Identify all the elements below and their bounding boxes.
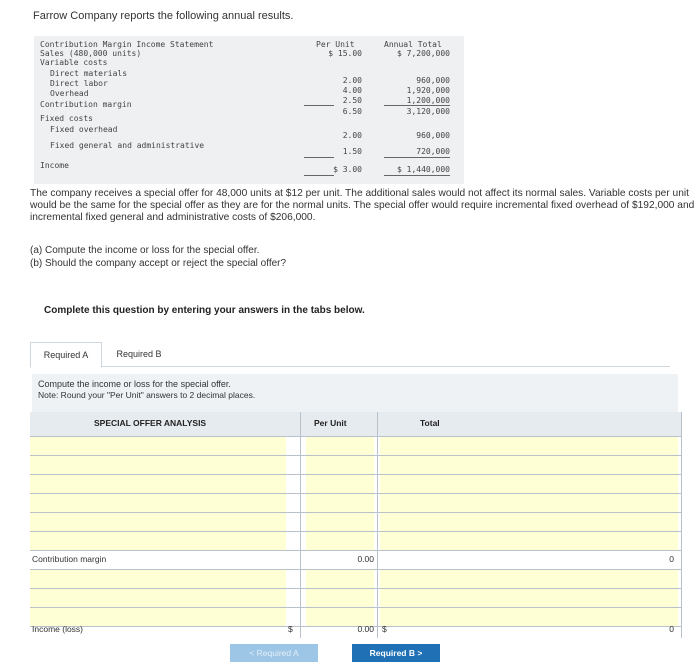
row-label: Income (40, 161, 69, 170)
line-item-input[interactable] (30, 495, 286, 513)
special-offer-table (30, 412, 682, 638)
total-input[interactable] (380, 476, 678, 494)
per-unit-input[interactable] (306, 590, 374, 608)
row-unit: 2.00 (342, 76, 362, 85)
tab-bar (30, 334, 670, 367)
row-label: Contribution margin (40, 100, 132, 109)
row-label: Fixed general and administrative (50, 141, 205, 150)
row-total: 960,000 (416, 131, 450, 140)
income-total: 0 (669, 624, 674, 634)
row-unit: 1.50 (342, 147, 362, 156)
row-label: Direct materials (50, 69, 128, 78)
row-unit: 6.50 (342, 107, 362, 116)
table-row (30, 589, 682, 608)
row-total: $ 1,440,000 (397, 165, 450, 174)
subtotal-rule (384, 157, 450, 158)
question-b: (b) Should the company accept or reject the special offer? (30, 258, 287, 269)
header-total: Total (420, 418, 440, 428)
prev-label: Required A (256, 648, 299, 658)
column-divider (681, 412, 682, 638)
next-label: Required B (369, 648, 415, 658)
per-unit-input[interactable] (306, 514, 374, 532)
total-input[interactable] (380, 571, 678, 589)
income-dollar-sign: $ (288, 624, 293, 634)
row-total: 960,000 (416, 76, 450, 85)
row-label: Overhead (50, 89, 89, 98)
income-label: Income (loss) (32, 624, 84, 634)
header-per-unit: Per Unit (314, 418, 347, 428)
line-item-input[interactable] (30, 571, 286, 589)
row-label: Fixed costs (40, 114, 93, 123)
income-per-unit: 0.00 (357, 624, 374, 634)
total-input[interactable] (380, 457, 678, 475)
per-unit-input[interactable] (306, 533, 374, 551)
row-total: 3,120,000 (406, 107, 450, 116)
row-label: Fixed overhead (50, 125, 118, 134)
per-unit-input[interactable] (306, 476, 374, 494)
column-divider (377, 412, 378, 638)
total-input[interactable] (380, 590, 678, 608)
table-row (30, 494, 682, 513)
line-item-input[interactable] (30, 533, 286, 551)
col-per-unit: Per Unit (316, 40, 355, 49)
line-item-input[interactable] (30, 457, 286, 475)
table-row (30, 437, 682, 456)
line-item-input[interactable] (30, 514, 286, 532)
table-header (30, 412, 682, 437)
table-row (30, 456, 682, 475)
contribution-margin-label: Contribution margin (32, 554, 107, 564)
problem-paragraph: The company receives a special offer for 48,000 units at $12 per unit. The additional sales would not affect its normal sales. Variable costs per unit would be the same for the special offer as they are for the normal units. The special offer would require incremental fixed overhead of $192,000 and incremental fixed general and administrative costs of $206,000. (30, 188, 695, 223)
next-required-b-button[interactable]: Required B > (352, 644, 440, 662)
total-input[interactable] (380, 438, 678, 456)
table-row (30, 513, 682, 532)
column-divider (300, 412, 301, 638)
compute-text: Compute the income or loss for the special offer. (38, 379, 231, 389)
col-annual-total: Annual Total (384, 40, 442, 49)
problem-intro: Farrow Company reports the following annual results. (33, 10, 294, 22)
tab-required-a[interactable]: Required A (30, 342, 102, 368)
row-total: 1,920,000 (406, 86, 450, 95)
total-input[interactable] (380, 533, 678, 551)
instruction-box (32, 374, 678, 414)
contribution-margin-row (30, 551, 682, 570)
row-label: Direct labor (50, 79, 108, 88)
per-unit-input[interactable] (306, 438, 374, 456)
table-row (30, 570, 682, 589)
subtotal-rule (304, 157, 334, 158)
row-unit: 4.00 (342, 86, 362, 95)
total-rule (384, 175, 450, 176)
row-unit: $ 15.00 (328, 49, 362, 58)
contribution-total: 0 (669, 554, 674, 564)
rounding-note: Note: Round your "Per Unit" answers to 2 decimal places. (38, 390, 256, 400)
tab-required-b[interactable]: Required B (116, 349, 162, 359)
row-unit: 2.50 (342, 96, 362, 105)
table-row (30, 532, 682, 551)
row-label: Sales (480,000 units) (40, 49, 142, 58)
line-item-input[interactable] (30, 438, 286, 456)
total-rule (304, 175, 334, 176)
per-unit-input[interactable] (306, 495, 374, 513)
total-input[interactable] (380, 495, 678, 513)
statement-title: Contribution Margin Income Statement (40, 40, 214, 49)
contribution-per-unit: 0.00 (357, 554, 374, 564)
question-a: (a) Compute the income or loss for the special offer. (30, 245, 260, 256)
instruction: Complete this question by entering your answers in the tabs below. (44, 305, 365, 316)
row-label: Variable costs (40, 58, 108, 67)
line-item-input[interactable] (30, 590, 286, 608)
row-total: 720,000 (416, 147, 450, 156)
income-total-dollar-sign: $ (382, 624, 387, 634)
row-total: $ 7,200,000 (397, 49, 450, 58)
prev-required-a-button[interactable]: < Required A (230, 644, 318, 662)
subtotal-rule (384, 105, 450, 106)
row-unit: $ 3.00 (333, 165, 362, 174)
line-item-input[interactable] (30, 476, 286, 494)
per-unit-input[interactable] (306, 571, 374, 589)
row-unit: 2.00 (342, 131, 362, 140)
table-row (30, 475, 682, 494)
subtotal-rule (304, 105, 334, 106)
income-statement (34, 36, 464, 184)
header-analysis: SPECIAL OFFER ANALYSIS (94, 418, 207, 428)
per-unit-input[interactable] (306, 457, 374, 475)
total-input[interactable] (380, 514, 678, 532)
income-row (30, 624, 682, 638)
row-total: 1,200,000 (406, 96, 450, 105)
